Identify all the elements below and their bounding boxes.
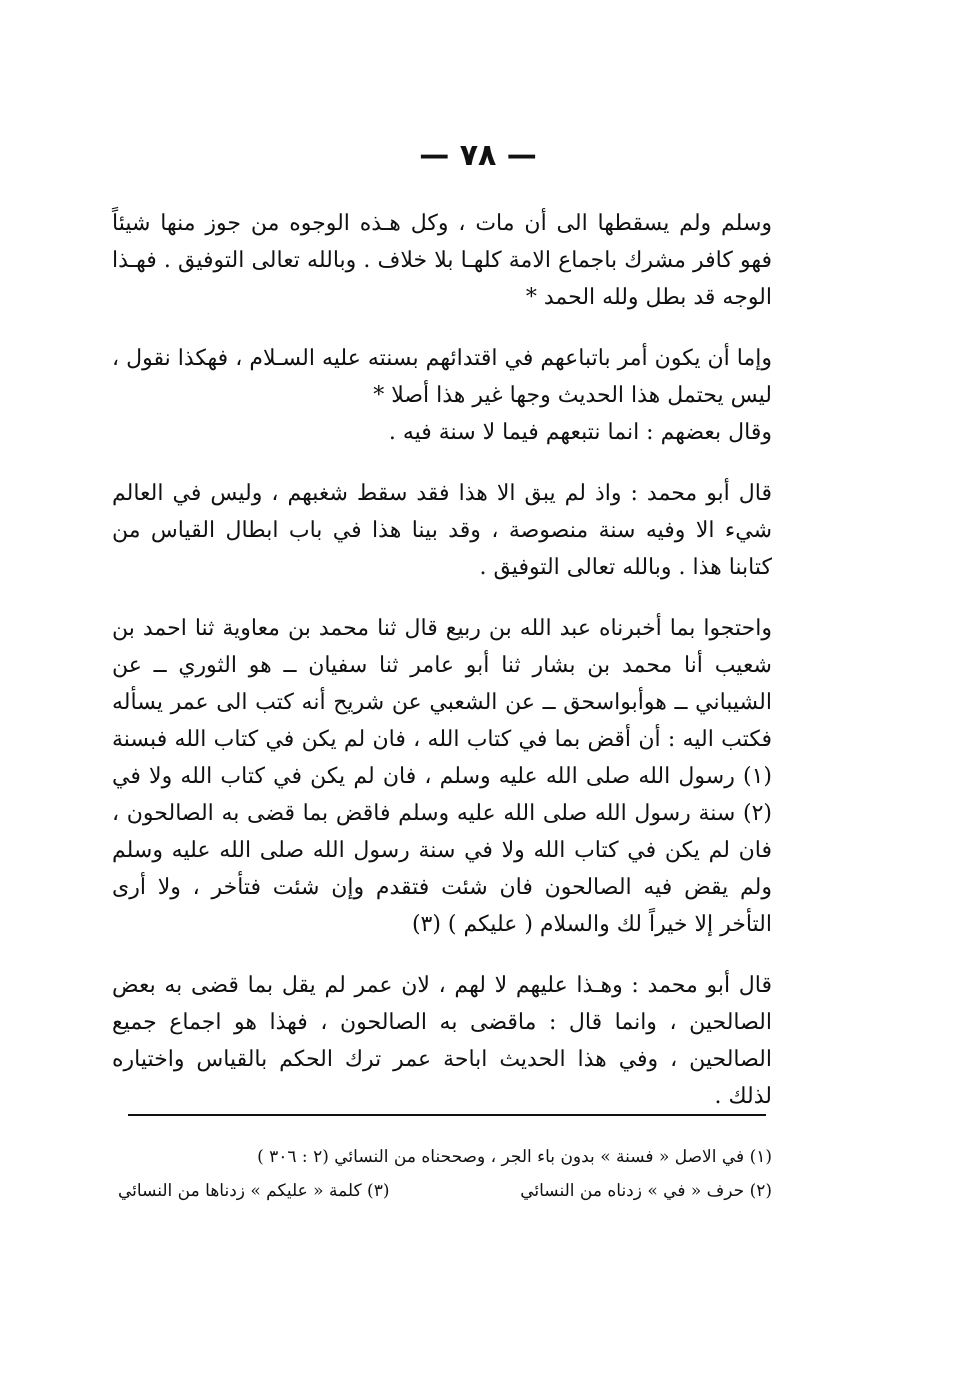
paragraph-1: وسلم ولم يسقطها الى أن مات ، وكل هـذه الوجوه من جوز منها شيئاً فهو كافر مشرك باجماع الامة كلهـا بلا خلاف . وبالله تعالى التوفيق . فهـذا الوجه قد بطل ولله الحمد *: [112, 211, 772, 310]
paragraph-2: وإما أن يكون أمر باتباعهم في اقتدائهم بسنته عليه السـلام ، فهكذا نقول ، ليس يحتمل هذا الحديث وجها غير هذا أصلا *: [112, 346, 772, 408]
footnotes: [118, 1140, 772, 1208]
paragraph-6: قال أبو محمد : وهـذا عليهم لا لهم ، لان عمر لم يقل بما قضى به بعض الصالحين ، وانما قال : ماقضى به الصالحون ، فهذا هو اجماع جميع الصالحين ، وفي هذا الحديث اباحة عمر ترك الحكم بالقياس واختياره لذلك .: [112, 973, 772, 1109]
footnote-row-2: [118, 1174, 772, 1208]
footnote-3: (٣) كلمة « عليكم » زدناها من النسائي: [118, 1181, 390, 1201]
footnote-divider: [128, 1114, 766, 1116]
paragraph-5: واحتجوا بما أخبرناه عبد الله بن ربيع قال ثنا محمد بن معاوية ثنا احمد بن شعيب أنا محمد بن بشار ثنا أبو عامر ثنا سفيان ــ هو الثوري ــ عن الشيباني ــ هوأبواسحق ــ عن الشعبي عن شريح أنه كتب الى عمر يسأله فكتب اليه : أن أقض بما في كتاب الله ، فان لم يكن في كتاب الله فبسنة (١) رسول الله صلى الله عليه وسلم ، فان لم يكن في كتاب الله ولا في (٢) سنة رسول الله صلى الله عليه وسلم فاقض بما قضى به الصالحون ، فان لم يكن في كتاب الله ولا في سنة رسول الله صلى الله عليه وسلم ولم يقض فيه الصالحون فان شئت فتقدم وإن شئت فتأخر ، ولا أرى التأخر إلا خيراً لك والسلام ( عليكم ) (٣): [112, 616, 772, 937]
footnote-1: (١) في الاصل « فسنة » بدون باء الجر ، وصححناه من النسائي (٢ : ٣٠٦ ): [257, 1147, 772, 1167]
footnote-2: (٢) حرف « في » زدناه من النسائي: [520, 1181, 772, 1201]
paragraph-4: قال أبو محمد : واذ لم يبق الا هذا فقد سقط شغبهم ، وليس في العالم شيء الا وفيه سنة منصوصة ، وقد بينا هذا في باب ابطال القياس من كتابنا هذا . وبالله تعالى التوفيق .: [112, 481, 773, 580]
paragraph-3: وقال بعضهم : انما نتبعهم فيما لا سنة فيه .: [388, 420, 772, 445]
page-number: — ٧٨ —: [419, 138, 537, 173]
main-text: [112, 205, 772, 1139]
